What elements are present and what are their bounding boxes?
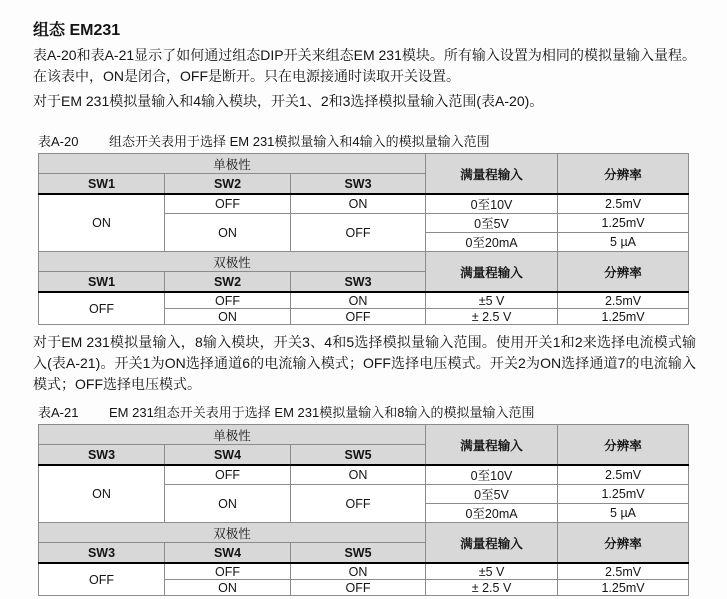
table-caption-text: 组态开关表用于选择 EM 231模拟量输入和4输入的模拟量输入范围 bbox=[109, 134, 490, 149]
sw-column-header: SW3 bbox=[39, 445, 165, 466]
resolution-header: 分辨率 bbox=[558, 154, 689, 195]
fullscale-value-cell: ±5 V bbox=[426, 292, 558, 309]
switch-state-cell: OFF bbox=[39, 563, 165, 596]
fullscale-value-cell: 0至10V bbox=[426, 465, 558, 485]
resolution-header: 分辨率 bbox=[558, 425, 689, 466]
resolution-value-cell: 2.5mV bbox=[558, 292, 689, 309]
resolution-value-cell: 1.25mV bbox=[558, 214, 689, 233]
switch-state-cell: ON bbox=[291, 292, 426, 309]
resolution-header: 分辨率 bbox=[558, 252, 689, 293]
intro-paragraph: 表A-20和表A-21显示了如何通过组态DIP开关来组态EM 231模块。所有输入设置为相同的模拟量输入量程。在该表中，ON是闭合，OFF是断开。只在电源接通时读取开关设置。 bbox=[33, 47, 696, 84]
resolution-value-cell: 2.5mV bbox=[558, 563, 689, 580]
fullscale-input-header: 满量程输入 bbox=[426, 154, 558, 195]
sw-column-header: SW1 bbox=[39, 272, 165, 293]
table-a20 bbox=[38, 153, 689, 325]
switch-state-cell: OFF bbox=[165, 292, 291, 309]
table-a20-intro-paragraph: 对于EM 231模拟量输入和4输入模块，开关1、2和3选择模拟量输入范围(表A-20)。 bbox=[33, 93, 544, 109]
fullscale-value-cell: ± 2.5 V bbox=[426, 580, 558, 596]
switch-state-cell: OFF bbox=[291, 580, 426, 596]
fullscale-input-header: 满量程输入 bbox=[426, 425, 558, 466]
sw-column-header: SW5 bbox=[291, 445, 426, 466]
table-a21-caption bbox=[38, 405, 697, 420]
table-a20-caption bbox=[38, 134, 697, 149]
resolution-value-cell: 1.25mV bbox=[558, 580, 689, 596]
sw-column-header: SW5 bbox=[291, 543, 426, 564]
fullscale-input-header: 满量程输入 bbox=[426, 523, 558, 564]
resolution-value-cell: 2.5mV bbox=[558, 465, 689, 485]
table-a21-intro-paragraph: 对于EM 231模拟量输入，8输入模块，开关3、4和5选择模拟量输入范围。使用开关1和2来选择电流模式输入(表A-21)。开关1为ON选择通道6的电流输入模式；OFF选择电压模式。开关2为ON选择通道7的电流输入模式；OFF选择电压模式。 bbox=[33, 334, 696, 392]
resolution-value-cell: 5 µA bbox=[558, 504, 689, 523]
polarity-section-header: 单极性 bbox=[39, 154, 426, 174]
resolution-value-cell: 1.25mV bbox=[558, 309, 689, 325]
switch-state-cell: OFF bbox=[291, 485, 426, 523]
fullscale-value-cell: 0至10V bbox=[426, 194, 558, 214]
switch-state-cell: ON bbox=[291, 194, 426, 214]
sw-column-header: SW1 bbox=[39, 174, 165, 195]
switch-state-cell: ON bbox=[165, 214, 291, 252]
fullscale-value-cell: 0至5V bbox=[426, 214, 558, 233]
switch-state-cell: OFF bbox=[165, 194, 291, 214]
switch-state-cell: ON bbox=[165, 485, 291, 523]
table-caption-text: EM 231组态开关表用于选择 EM 231模拟量输入和8输入的模拟量输入范围 bbox=[109, 405, 535, 420]
polarity-section-header: 双极性 bbox=[39, 252, 426, 272]
fullscale-value-cell: 0至20mA bbox=[426, 233, 558, 252]
fullscale-value-cell: ± 2.5 V bbox=[426, 309, 558, 325]
fullscale-input-header: 满量程输入 bbox=[426, 252, 558, 293]
fullscale-value-cell: 0至5V bbox=[426, 485, 558, 504]
sw-column-header: SW3 bbox=[291, 272, 426, 293]
switch-state-cell: OFF bbox=[291, 309, 426, 325]
switch-state-cell: ON bbox=[165, 580, 291, 596]
fullscale-value-cell: 0至20mA bbox=[426, 504, 558, 523]
fullscale-value-cell: ±5 V bbox=[426, 563, 558, 580]
sw-column-header: SW3 bbox=[291, 174, 426, 195]
polarity-section-header: 单极性 bbox=[39, 425, 426, 445]
sw-column-header: SW4 bbox=[165, 445, 291, 466]
resolution-value-cell: 2.5mV bbox=[558, 194, 689, 214]
table-caption-label: 表A-21 bbox=[38, 405, 79, 420]
page-title: 组态 EM231 bbox=[33, 22, 121, 39]
sw-column-header: SW4 bbox=[165, 543, 291, 564]
switch-state-cell: OFF bbox=[291, 214, 426, 252]
resolution-value-cell: 1.25mV bbox=[558, 485, 689, 504]
switch-state-cell: OFF bbox=[165, 465, 291, 485]
sw-column-header: SW2 bbox=[165, 272, 291, 293]
switch-state-cell: OFF bbox=[39, 292, 165, 325]
sw-column-header: SW2 bbox=[165, 174, 291, 195]
polarity-section-header: 双极性 bbox=[39, 523, 426, 543]
resolution-value-cell: 5 µA bbox=[558, 233, 689, 252]
switch-state-cell: OFF bbox=[165, 563, 291, 580]
switch-state-cell: ON bbox=[39, 194, 165, 252]
switch-state-cell: ON bbox=[39, 465, 165, 523]
switch-state-cell: ON bbox=[291, 563, 426, 580]
resolution-header: 分辨率 bbox=[558, 523, 689, 564]
table-a21 bbox=[38, 424, 689, 596]
sw-column-header: SW3 bbox=[39, 543, 165, 564]
switch-state-cell: ON bbox=[165, 309, 291, 325]
switch-state-cell: ON bbox=[291, 465, 426, 485]
table-caption-label: 表A-20 bbox=[38, 134, 79, 149]
